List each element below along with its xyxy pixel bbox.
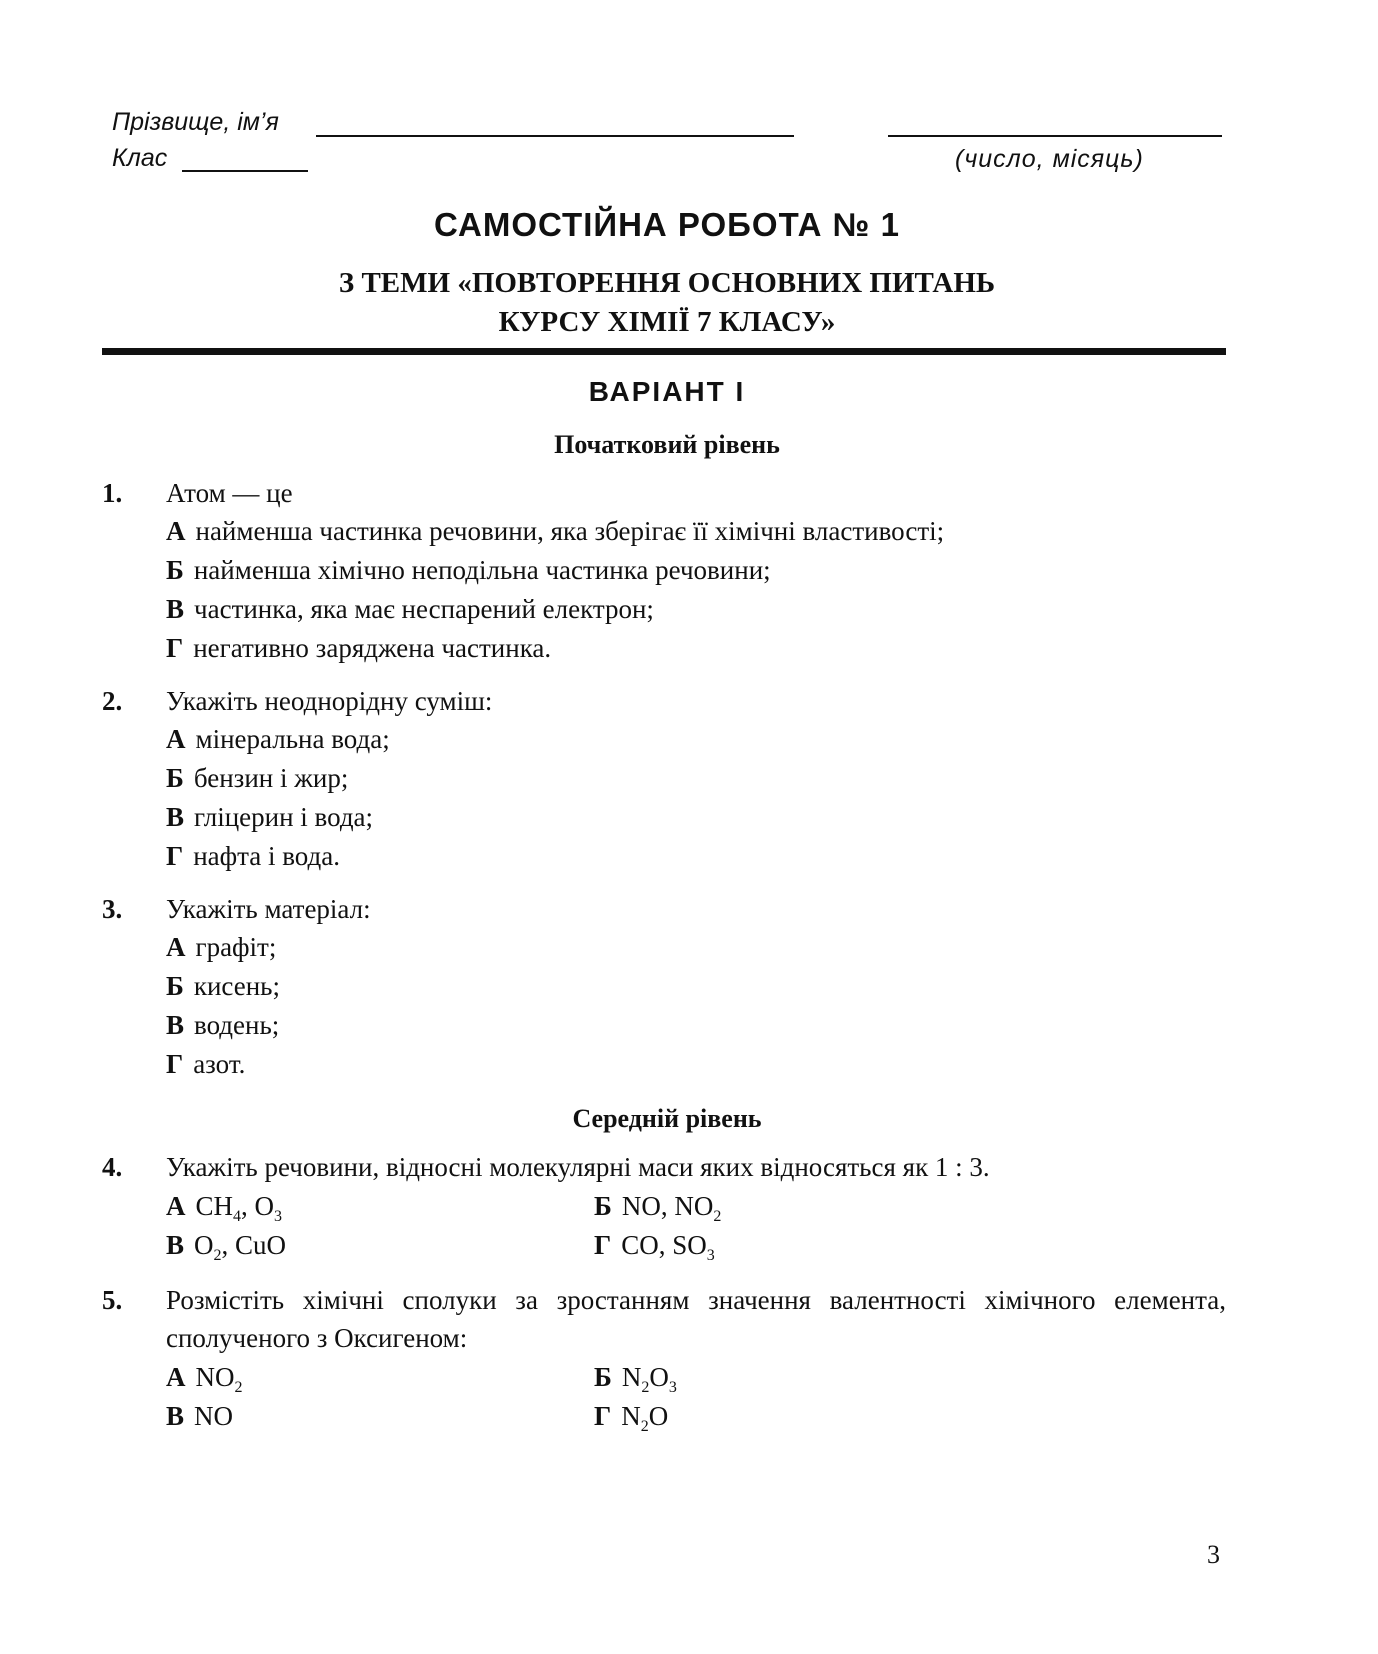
option-a[interactable]: А $CH_4$, $O_3$ — [166, 1191, 283, 1225]
name-label: Прізвище, ім’я — [112, 108, 279, 136]
formula: $NO_2$ — [195, 1362, 243, 1396]
option-d[interactable]: Г азот. — [166, 1049, 246, 1079]
subtitle-line-2: КУРСУ ХІМІЇ 7 КЛАСУ» — [498, 306, 836, 338]
question-text: Укажіть матеріал: — [166, 894, 371, 924]
option-d[interactable]: Г $N_2O$ — [594, 1401, 669, 1435]
question-number: 2. — [102, 686, 123, 716]
date-field-line[interactable] — [888, 135, 1222, 137]
question-number: 3. — [102, 894, 123, 924]
option-b[interactable]: Б $N_2O_3$ — [594, 1362, 677, 1396]
formula: $N_2O_3$ — [621, 1362, 677, 1396]
question-text: Укажіть неоднорідну суміш: — [166, 686, 493, 716]
subtitle-line-1: З ТЕМИ «ПОВТОРЕННЯ ОСНОВНИХ ПИТАНЬ — [338, 267, 996, 299]
option-a[interactable]: А мінеральна вода; — [166, 724, 390, 754]
question-number: 1. — [102, 478, 123, 508]
option-d[interactable]: Г нафта і вода. — [166, 841, 340, 871]
formula: CO, $SO_3$ — [621, 1230, 715, 1264]
page-number: 3 — [1207, 1540, 1220, 1569]
formula: NO, $NO_2$ — [621, 1191, 722, 1225]
option-b[interactable]: Б NO, $NO_2$ — [594, 1191, 722, 1225]
option-c[interactable]: В частинка, яка має неспарений електрон; — [166, 594, 654, 624]
option-b[interactable]: Б найменша хімічно неподільна частинка речовини; — [166, 555, 771, 585]
question-text: Укажіть речовини, відносні молекулярні маси яких відносяться як 1 : 3. — [166, 1152, 990, 1182]
question-number: 5. — [102, 1285, 123, 1315]
variant-heading: ВАРІАНТ І — [588, 376, 746, 407]
option-c[interactable]: В NO — [166, 1401, 234, 1431]
option-a[interactable]: А графіт; — [166, 932, 277, 962]
option-c[interactable]: В водень; — [166, 1010, 280, 1040]
option-b[interactable]: Б бензин і жир; — [166, 763, 349, 793]
name-field-line[interactable] — [316, 135, 794, 137]
formula: $N_2O$ — [621, 1401, 669, 1435]
option-d[interactable]: Г негативно заряджена частинка. — [166, 633, 552, 663]
formula: $CH_4$, $O_3$ — [195, 1191, 283, 1225]
option-b[interactable]: Б кисень; — [166, 971, 280, 1001]
question-text: Розмістіть хімічні сполуки за зростанням значення валентності хімічного елемента, сполученого з Оксигеном: — [166, 1285, 1226, 1353]
date-caption: (число, місяць) — [955, 145, 1144, 173]
formula: NO — [194, 1401, 234, 1431]
option-a[interactable]: А найменша частинка речовини, яка зберігає її хімічні властивості; — [166, 516, 945, 546]
level-heading-middle: Середній рівень — [572, 1104, 762, 1133]
formula: $O_2$, CuO — [194, 1230, 287, 1264]
page-title: САМОСТІЙНА РОБОТА № 1 — [434, 206, 900, 243]
question-text: Атом — це — [166, 478, 293, 508]
title-divider — [102, 348, 1226, 355]
option-c[interactable]: В $O_2$, CuO — [166, 1230, 287, 1264]
question-number: 4. — [102, 1152, 123, 1182]
option-a[interactable]: А $NO_2$ — [166, 1362, 243, 1396]
class-field-line[interactable] — [182, 170, 308, 172]
option-d[interactable]: Г CO, $SO_3$ — [594, 1230, 715, 1264]
level-heading-initial: Початковий рівень — [554, 430, 780, 459]
class-label: Клас — [112, 144, 168, 172]
option-c[interactable]: В гліцерин і вода; — [166, 802, 374, 832]
